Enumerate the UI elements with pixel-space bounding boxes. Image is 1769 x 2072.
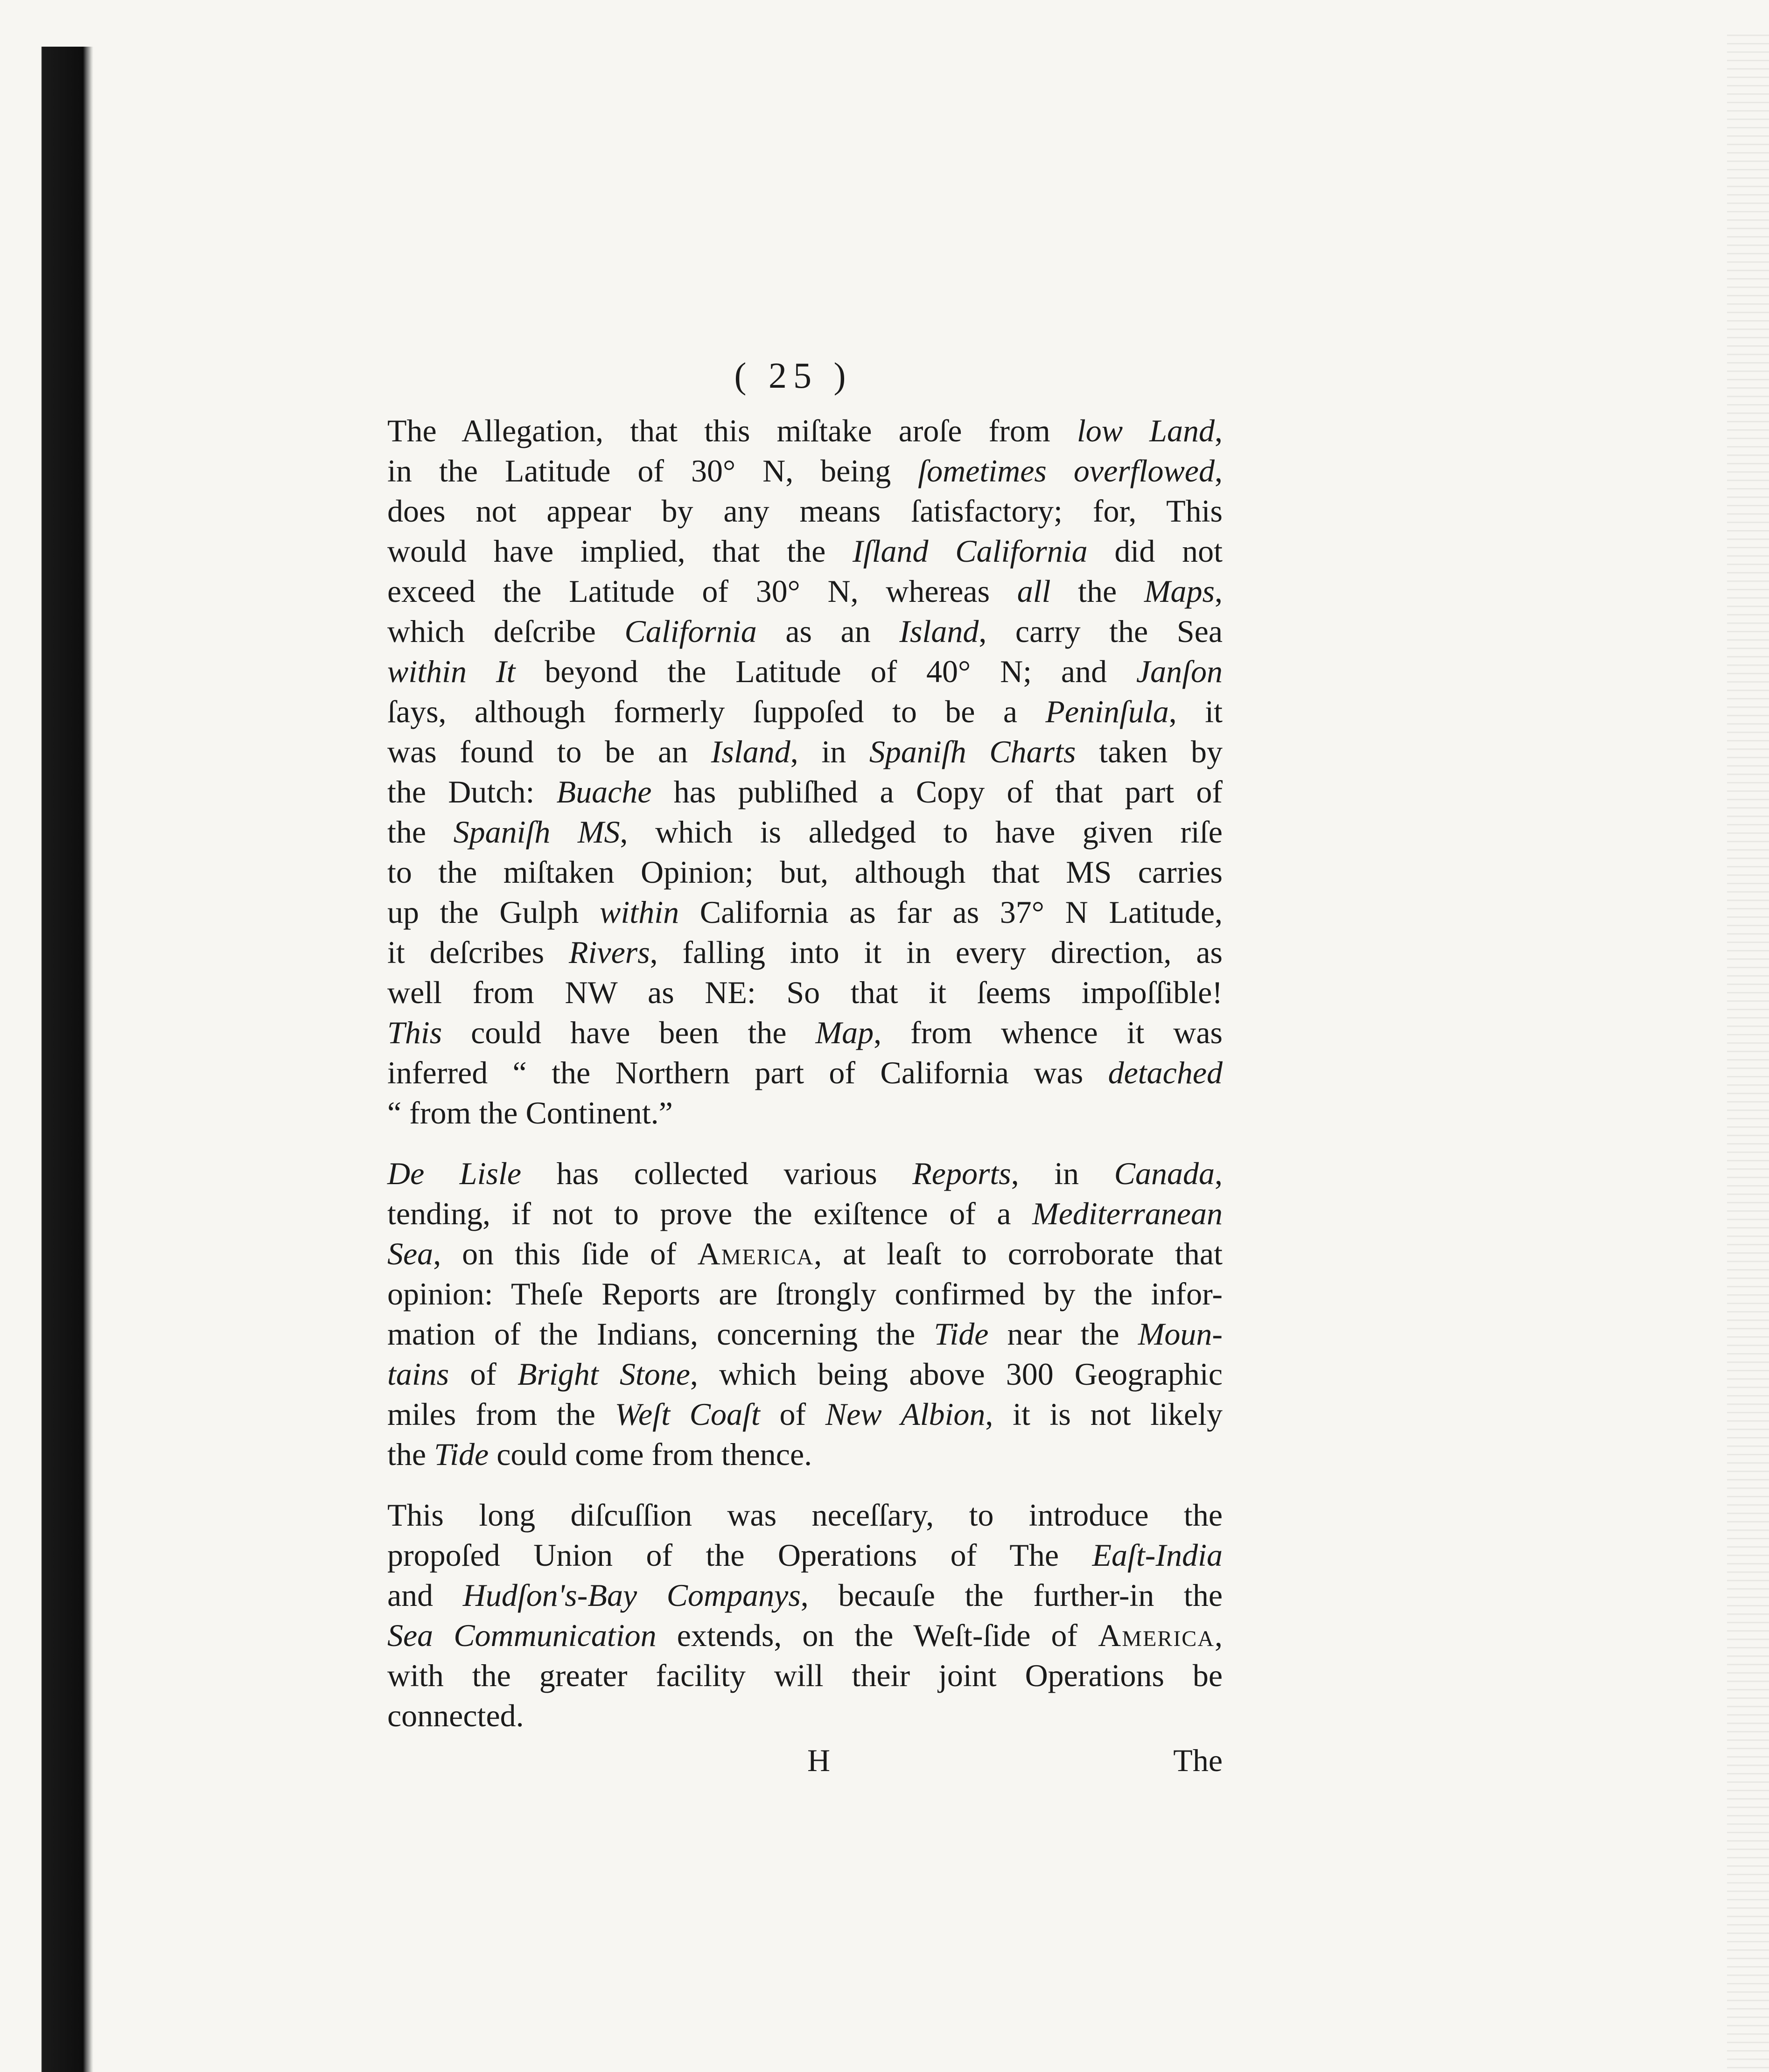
text-line: “ from the Continent.” (387, 1095, 673, 1130)
catchword: The (1173, 1743, 1223, 1778)
text-line: well from NW as NE: So that it ſeems impoſſible! (387, 975, 1223, 1010)
signature-mark: H (807, 1743, 831, 1778)
text-line: propoſed Union of the Operations of The Eaſt-India (387, 1537, 1223, 1573)
text-line: connected. (387, 1698, 524, 1733)
text-line: miles from the Weſt Coaſt of New Albion, it is not likely (387, 1396, 1223, 1432)
text-line: tains of Bright Stone, which being above 300 Geographic (387, 1356, 1223, 1392)
text-line: the Tide could come from thence. (387, 1437, 812, 1472)
text-line: was found to be an Island, in Spaniſh Charts taken by (387, 734, 1223, 769)
text-line: Sea Communication extends, on the Weſt-ſide of America, (387, 1618, 1223, 1653)
body-text (387, 411, 1223, 1736)
text-line: and Hudſon's-Bay Companys, becauſe the further-in the (387, 1577, 1223, 1613)
paragraph (387, 1495, 1223, 1736)
text-line: The Allegation, that this miſtake aroſe from low Land, (387, 413, 1223, 448)
text-line: mation of the Indians, concerning the Tide near the Moun- (387, 1316, 1223, 1352)
paragraph (387, 1153, 1223, 1474)
text-line: tending, if not to prove the exiſtence of a Mediterranean (387, 1196, 1223, 1231)
paragraph-gap (387, 1133, 1223, 1153)
text-line: to the miſtaken Opinion; but, although that MS carries (387, 854, 1223, 890)
text-line: De Lisle has collected various Reports, in Canada, (387, 1156, 1223, 1191)
text-line: with the greater facility will their joint Operations be (387, 1658, 1223, 1693)
text-line: within It beyond the Latitude of 40° N; and Janſon (387, 654, 1223, 689)
text-line: exceed the Latitude of 30° N, whereas all the Maps, (387, 573, 1223, 609)
text-line: it deſcribes Rivers, falling into it in every direction, as (387, 935, 1223, 970)
text-line: the Spaniſh MS, which is alledged to have given riſe (387, 814, 1223, 850)
text-line: inferred “ the Northern part of California was detached (387, 1055, 1223, 1090)
text-line: ſays, although formerly ſuppoſed to be a Peninſula, it (387, 694, 1223, 729)
text-line: opinion: Theſe Reports are ſtrongly confirmed by the infor- (387, 1276, 1223, 1312)
text-line: in the Latitude of 30° N, being ſometimes overflowed, (387, 453, 1223, 488)
binding-edge (0, 47, 93, 2072)
paragraph (387, 411, 1223, 1133)
text-line: the Dutch: Buache has publiſhed a Copy of that part of (387, 774, 1223, 809)
text-line: which deſcribe California as an Island, carry the Sea (387, 614, 1223, 649)
page-edge (1727, 28, 1769, 2072)
text-line: up the Gulph within California as far as 37° N Latitude, (387, 894, 1223, 930)
text-line: does not appear by any means ſatisfactory; for, This (387, 493, 1223, 529)
text-line: This could have been the Map, from whence it was (387, 1015, 1223, 1050)
paragraph-gap (387, 1474, 1223, 1495)
text-line: This long diſcuſſion was neceſſary, to introduce the (387, 1497, 1223, 1533)
page-number: ( 25 ) (734, 355, 853, 396)
text-line: would have implied, that the Iſland California did not (387, 533, 1223, 569)
text-line: Sea, on this ſide of America, at leaſt to corroborate that (387, 1236, 1223, 1271)
footer-line (387, 1740, 1223, 1780)
